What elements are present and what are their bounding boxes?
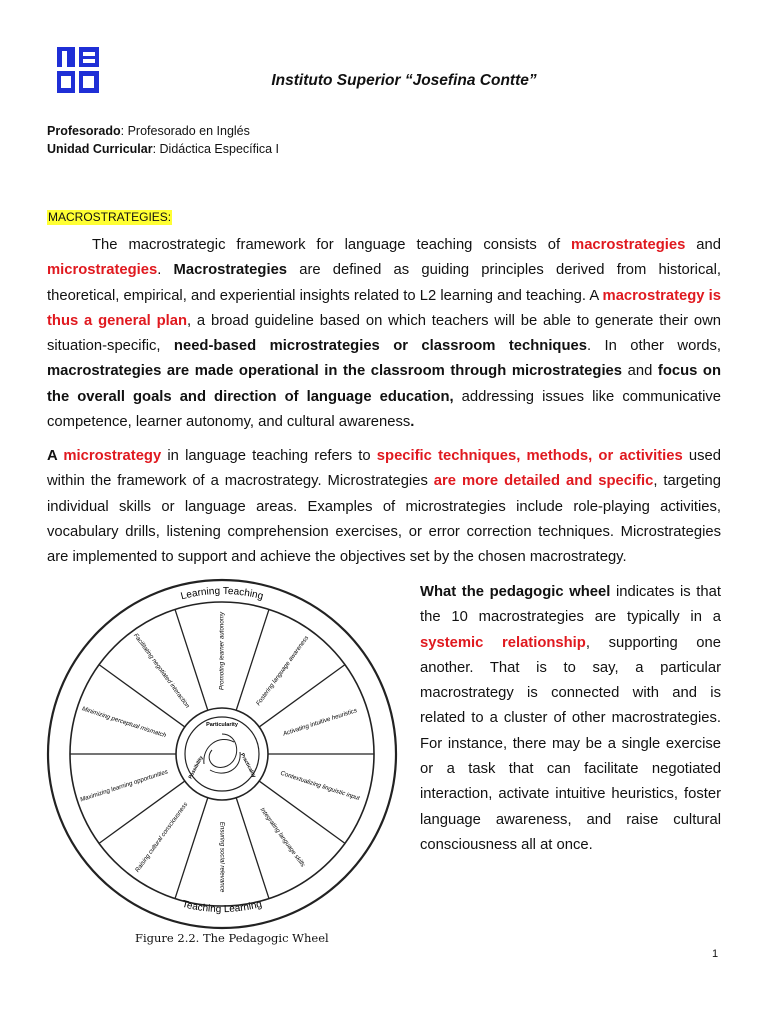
wheel-spoke-label: Maximizing learning opportunities — [79, 768, 169, 804]
hub-label-possibility: Possibility — [187, 755, 205, 780]
wheel-spoke-label: Integrating language skills — [258, 806, 307, 869]
wheel-spoke-label: Facilitating negotiated interaction — [131, 632, 191, 710]
profesorado-line: Profesorado: Profesorado en Inglés — [47, 124, 250, 138]
pedagogic-wheel-figure — [44, 574, 400, 934]
wheel-spoke-label: Activating intuitive heuristics — [282, 707, 358, 738]
section-heading: MACROSTRATEGIES: — [48, 210, 172, 224]
wheel-top-label: Learning Teaching — [179, 585, 265, 603]
institute-title: Instituto Superior “Josefina Contte” — [271, 72, 537, 89]
hub-label-practicality: Practicality — [238, 752, 257, 779]
figure-caption: Figure 2.2. The Pedagogic Wheel — [135, 931, 329, 945]
page-number: 1 — [712, 948, 719, 960]
paragraph-microstrategies: A microstrategy in language teaching refers to specific techniques, methods, or activities used within the framework of a macrostrategy. Microstrategies are more detailed and specific, targeting individual skills or language areas. Examples of microstrategies include role-playing activities, vocabulary drills, listening comprehension exercises, or error correction techniques. Microstrategies are implemented to support and achieve the objectives set by the chosen macrostrategy. — [47, 448, 722, 566]
wheel-spoke-label: Promoting learner autonomy — [218, 611, 226, 691]
wheel-spoke-label: Raising cultural consciousness — [133, 801, 190, 874]
wheel-spoke-label: Minimizing perceptual mismatch — [81, 705, 167, 740]
paragraph-pedagogic-wheel: What the pedagogic wheel indicates is that the 10 macrostrategies are typically in a systemic relationship, supporting one another. That is to say, a particular macrostrategy is connected with and is related to a cluster of other macrostrategies. For instance, there may be a single exercise or a task that can facilitate negotiated interaction, activate intuitive heuristics, foster language awareness, and raise cultural consciousness all at once. — [420, 584, 721, 853]
wheel-bottom-label: Teaching Learning — [180, 898, 264, 916]
course-meta — [47, 122, 279, 158]
hub-label-particularity: Particularity — [206, 722, 238, 728]
wheel-spoke-label: Contextualizing linguistic input — [279, 769, 361, 803]
unidad-line: Unidad Curricular: Didáctica Específica I — [47, 142, 280, 156]
paragraph-macrostrategies: The macrostrategic framework for language teaching consists of macrostrategies and microstrategies. Macrostrategies are defined as guiding principles derived from historical, theoretical, empirical, and experiential insights related to L2 learning and teaching. A macrostrategy is thus a general plan, a broad guideline based on which teachers will be able to generate their own situation-specific, need-based microstrategies or classroom techniques. In other words, macrostrategies are made operational in the classroom through microstrategies and focus on the overall goals and direction of language education, addressing issues like communicative competence, learner autonomy, and cultural awareness. — [47, 237, 722, 431]
wheel-spoke-label: Ensuring social relevance — [218, 821, 226, 893]
wheel-spoke-label: Fostering language awareness — [254, 634, 311, 708]
